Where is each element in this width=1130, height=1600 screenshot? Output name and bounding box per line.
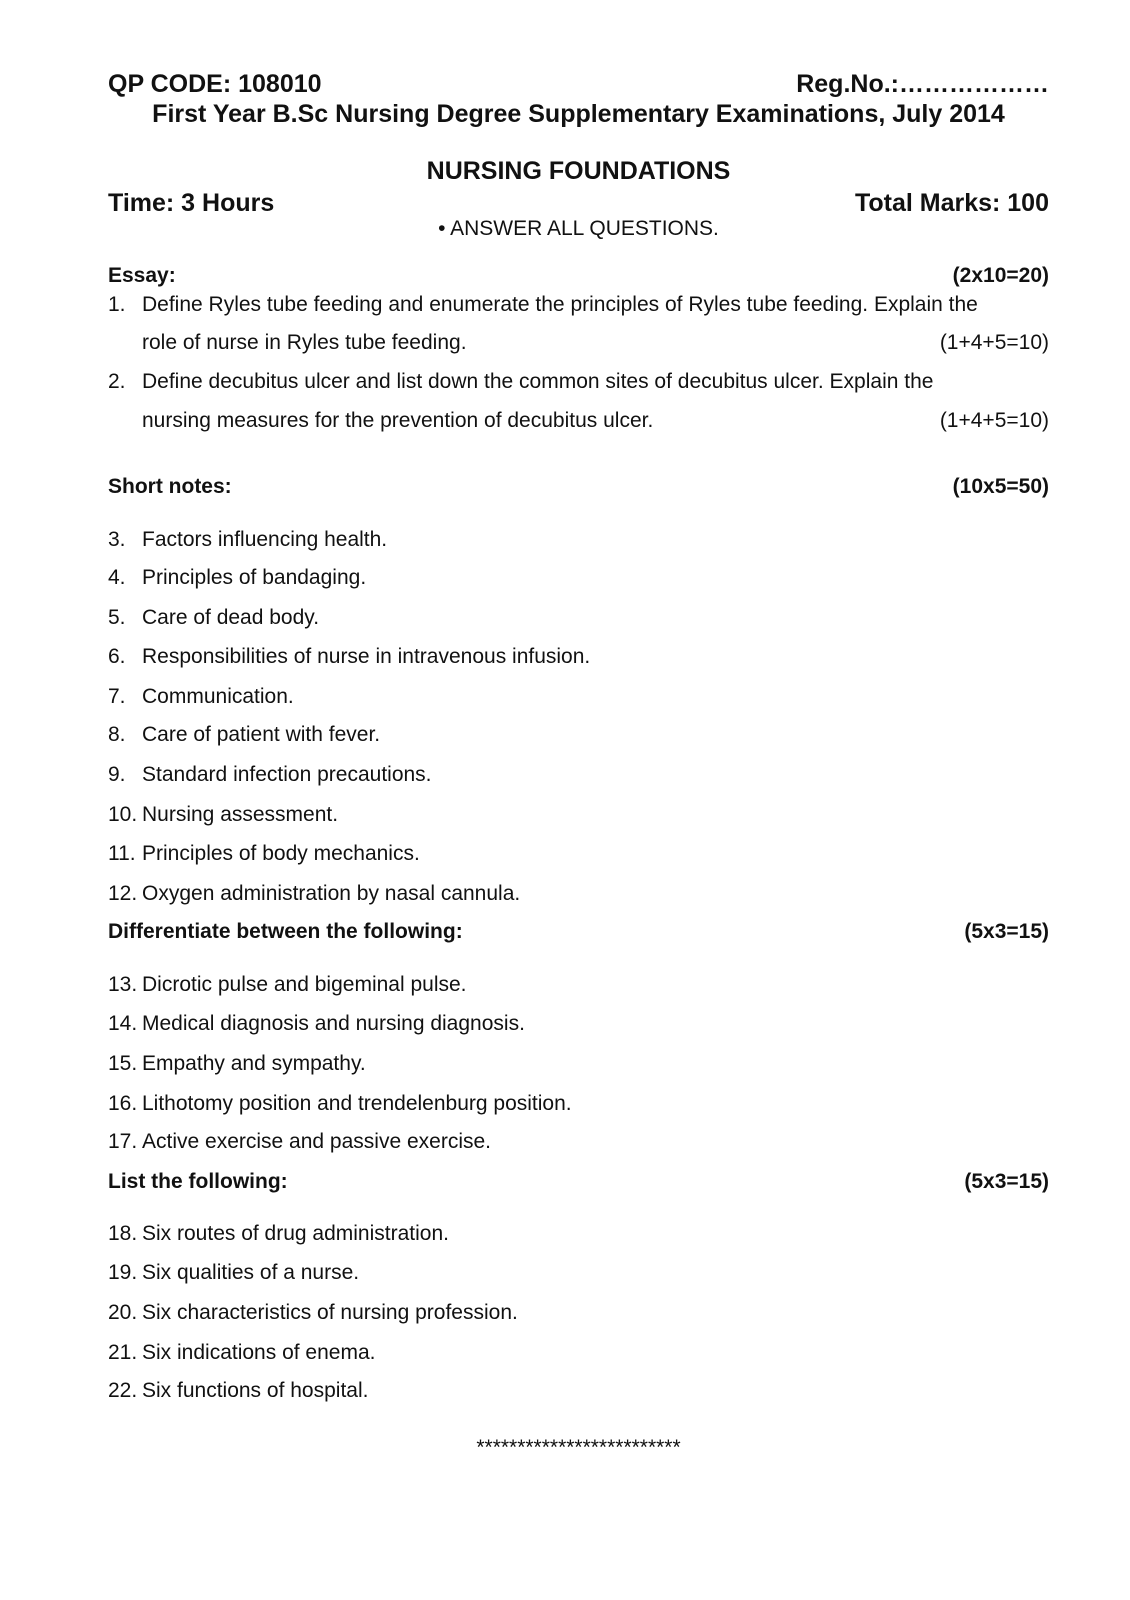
- section-marks: (5x3=15): [964, 1170, 1049, 1193]
- question-text: Nursing assessment.: [142, 803, 339, 826]
- question-text: nursing measures for the prevention of decubitus ulcer.: [142, 409, 654, 432]
- question-text: Lithotomy position and trendelenburg position.: [142, 1092, 572, 1115]
- question-text: Principles of body mechanics.: [142, 842, 420, 865]
- question: [108, 604, 1049, 632]
- question: [108, 971, 1049, 999]
- question-text: Six routes of drug administration.: [142, 1222, 449, 1245]
- reg-no: Reg.No.:………………: [796, 70, 1049, 98]
- question-number: 7.: [108, 685, 126, 708]
- question-text: role of nurse in Ryles tube feeding.: [142, 331, 467, 354]
- time: Time: 3 Hours: [108, 189, 275, 217]
- question: [108, 1010, 1049, 1038]
- question-number: 10.: [108, 803, 138, 826]
- question-number: 3.: [108, 528, 126, 551]
- question: [108, 1090, 1049, 1118]
- question: [108, 761, 1049, 789]
- question: [108, 526, 1049, 554]
- question-text: Care of dead body.: [142, 606, 320, 629]
- header-row-2: [108, 189, 1049, 217]
- question: [108, 683, 1049, 711]
- question-text: Active exercise and passive exercise.: [142, 1130, 491, 1153]
- section-title: Short notes:: [108, 475, 232, 498]
- question-text: Oxygen administration by nasal cannula.: [142, 882, 521, 905]
- question-continued: [108, 407, 1049, 435]
- question: [108, 643, 1049, 671]
- question-text: Responsibilities of nurse in intravenous infusion.: [142, 645, 591, 668]
- question-number: 4.: [108, 566, 126, 589]
- end-mark: *************************: [476, 1436, 681, 1459]
- section-title: Essay:: [108, 264, 176, 287]
- question: [108, 368, 1049, 396]
- question-text: Define Ryles tube feeding and enumerate the principles of Ryles tube feeding. Explain the: [142, 293, 978, 316]
- total-marks: Total Marks: 100: [854, 189, 1049, 217]
- question-continued: [108, 329, 1049, 357]
- question: [108, 1259, 1049, 1287]
- section-title: List the following:: [108, 1170, 288, 1193]
- question-number: 20.: [108, 1301, 138, 1324]
- section-heading-differentiate: [108, 918, 1049, 946]
- question-number: 13.: [108, 973, 138, 996]
- question-number: 16.: [108, 1092, 138, 1115]
- instruction: • ANSWER ALL QUESTIONS.: [438, 217, 719, 240]
- question-number: 11.: [108, 842, 136, 865]
- question: [108, 801, 1049, 829]
- question-number: 2.: [108, 370, 126, 393]
- question-number: 6.: [108, 645, 126, 668]
- question-text: Define decubitus ulcer and list down the common sites of decubitus ulcer. Explain the: [142, 370, 934, 393]
- question: [108, 291, 1049, 319]
- question-number: 5.: [108, 606, 126, 629]
- question-number: 18.: [108, 1222, 138, 1245]
- question-text: Dicrotic pulse and bigeminal pulse.: [142, 973, 467, 996]
- question-number: 15.: [108, 1052, 138, 1075]
- question-text: Six qualities of a nurse.: [142, 1261, 360, 1284]
- question-number: 17.: [108, 1130, 138, 1153]
- question: [108, 1377, 1049, 1405]
- question-number: 9.: [108, 763, 126, 786]
- question-text: Medical diagnosis and nursing diagnosis.: [142, 1012, 525, 1035]
- section-marks: (2x10=20): [952, 264, 1049, 287]
- question-number: 21.: [108, 1341, 138, 1364]
- question: [108, 1339, 1049, 1367]
- question-number: 22.: [108, 1379, 138, 1402]
- question-number: 1.: [108, 293, 126, 316]
- question-text: Empathy and sympathy.: [142, 1052, 366, 1075]
- section-heading-list: [108, 1168, 1049, 1196]
- question: [108, 721, 1049, 749]
- question-text: Six indications of enema.: [142, 1341, 376, 1364]
- question: [108, 1220, 1049, 1248]
- question-marks: (1+4+5=10): [939, 331, 1049, 354]
- exam-title: First Year B.Sc Nursing Degree Supplementary Examinations, July 2014: [152, 100, 1005, 128]
- header-row-1: [108, 70, 1049, 98]
- question-number: 19.: [108, 1261, 138, 1284]
- question: [108, 1050, 1049, 1078]
- section-marks: (10x5=50): [952, 475, 1049, 498]
- question-marks: (1+4+5=10): [939, 409, 1049, 432]
- question-number: 14.: [108, 1012, 138, 1035]
- question: [108, 840, 1049, 868]
- question: [108, 564, 1049, 592]
- question-text: Communication.: [142, 685, 294, 708]
- question-text: Factors influencing health.: [142, 528, 388, 551]
- question-text: Standard infection precautions.: [142, 763, 432, 786]
- question-text: Principles of bandaging.: [142, 566, 367, 589]
- section-marks: (5x3=15): [964, 920, 1049, 943]
- section-heading-essay: [108, 262, 1049, 290]
- qp-code: QP CODE: 108010: [108, 70, 322, 98]
- question-number: 8.: [108, 723, 126, 746]
- section-title: Differentiate between the following:: [108, 920, 463, 943]
- question: [108, 880, 1049, 908]
- section-heading-short-notes: [108, 473, 1049, 501]
- subject-title: NURSING FOUNDATIONS: [426, 157, 731, 185]
- question-text: Care of patient with fever.: [142, 723, 381, 746]
- question-text: Six functions of hospital.: [142, 1379, 369, 1402]
- question-text: Six characteristics of nursing profession.: [142, 1301, 518, 1324]
- question: [108, 1299, 1049, 1327]
- question-number: 12.: [108, 882, 138, 905]
- question: [108, 1128, 1049, 1156]
